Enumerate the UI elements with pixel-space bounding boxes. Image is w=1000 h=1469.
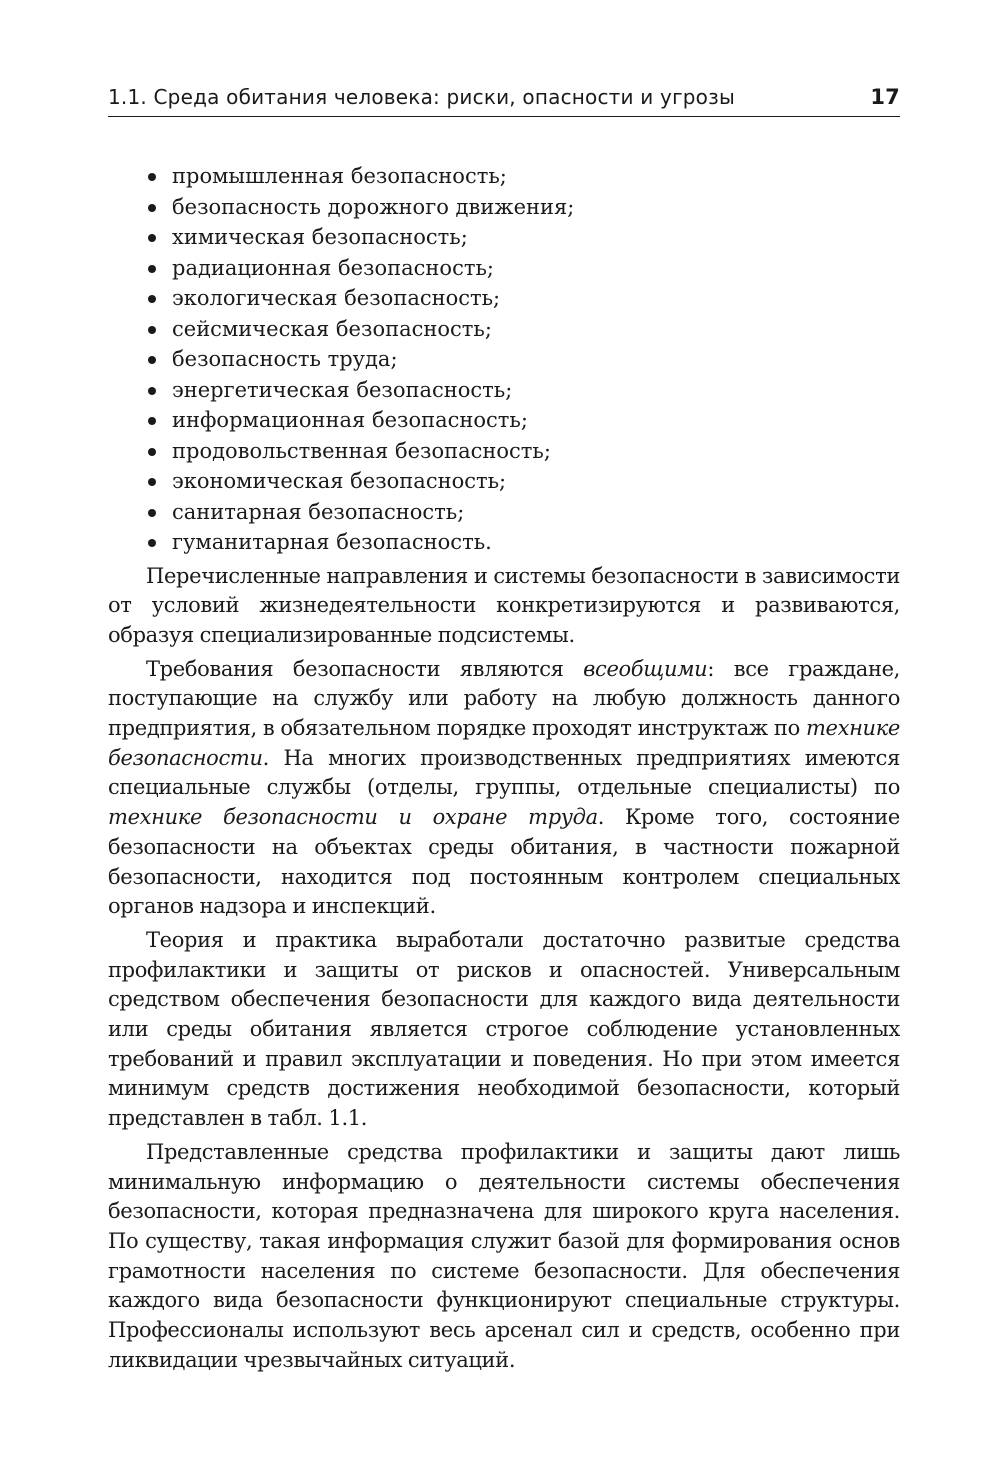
page-number: 17 xyxy=(870,85,900,109)
list-item: промышленная безопасность; xyxy=(108,161,900,192)
running-header xyxy=(108,84,900,117)
paragraph-requirements xyxy=(108,655,900,922)
list-item: гуманитарная безопасность. xyxy=(108,527,900,558)
list-item: радиационная безопасность; xyxy=(108,253,900,284)
list-item: продовольственная безопасность; xyxy=(108,436,900,467)
list-item: безопасность труда; xyxy=(108,344,900,375)
list-item: информационная безопасность; xyxy=(108,405,900,436)
paragraph-subsystems xyxy=(108,562,900,651)
paragraph-text: Перечисленные направления и системы безопасности в зависимости от условий жизнедеятельности конкретизируются и развиваются, образуя специализированные подсистемы. xyxy=(108,563,900,647)
paragraph-text: . Кроме того, состояние безопасности на объектах среды обитания, в частности пожарной безопасности, находится под постоянным контролем специальных органов надзора и инспекций. xyxy=(108,805,900,919)
italic-term: технике безопасности и охране труда xyxy=(108,805,598,830)
italic-term: всеобщими xyxy=(583,656,708,681)
list-item: экологическая безопасность; xyxy=(108,283,900,314)
list-item: санитарная безопасность; xyxy=(108,497,900,528)
list-item: энергетическая безопасность; xyxy=(108,375,900,406)
safety-types-list xyxy=(108,161,900,558)
paragraph-text: : все граждане, поступающие на службу или работу на любую должность данного предприятия, в обязательном порядке проходят инструктаж по xyxy=(108,656,900,741)
paragraph-information xyxy=(108,1138,900,1376)
list-item: сейсмическая безопасность; xyxy=(108,314,900,345)
paragraph-text: Требования безопасности являются xyxy=(146,656,584,681)
list-item: экономическая безопасность; xyxy=(108,466,900,497)
book-page xyxy=(108,84,900,1375)
paragraph-text: Теория и практика выработали достаточно развитые средства профилактики и защиты от рисков и опасностей. Универсальным средством обеспечения безопасности для каждого вида деятельности или среды обитания является строгое соблюдение установленных требований и правил эксплуатации и поведения. Но при этом имеется минимум средств достижения необходимой безопасности, который представлен в табл. 1.1. xyxy=(108,927,900,1131)
list-item: химическая безопасность; xyxy=(108,222,900,253)
paragraph-text: Представленные средства профилактики и защиты дают лишь минимальную информацию о деятельности системы обеспечения безопасности, которая предназначена для широкого круга населения. По существу, такая информация служит базой для формирования основ грамотности населения по системе безопасности. Для обеспечения каждого вида безопасности функционируют специальные структуры. Профессионалы используют весь арсенал сил и средств, особенно при ликвидации чрезвычайных ситуаций. xyxy=(108,1139,900,1372)
paragraph-text: . На многих производственных предприятиях имеются специальные службы (отделы, группы, отдельные специалисты) по xyxy=(108,745,900,800)
paragraph-theory-practice xyxy=(108,926,900,1134)
italic-term: технике безопасности xyxy=(108,716,900,770)
section-title: 1.1. Среда обитания человека: риски, опасности и угрозы xyxy=(108,85,735,109)
list-item: безопасность дорожного движения; xyxy=(108,192,900,223)
